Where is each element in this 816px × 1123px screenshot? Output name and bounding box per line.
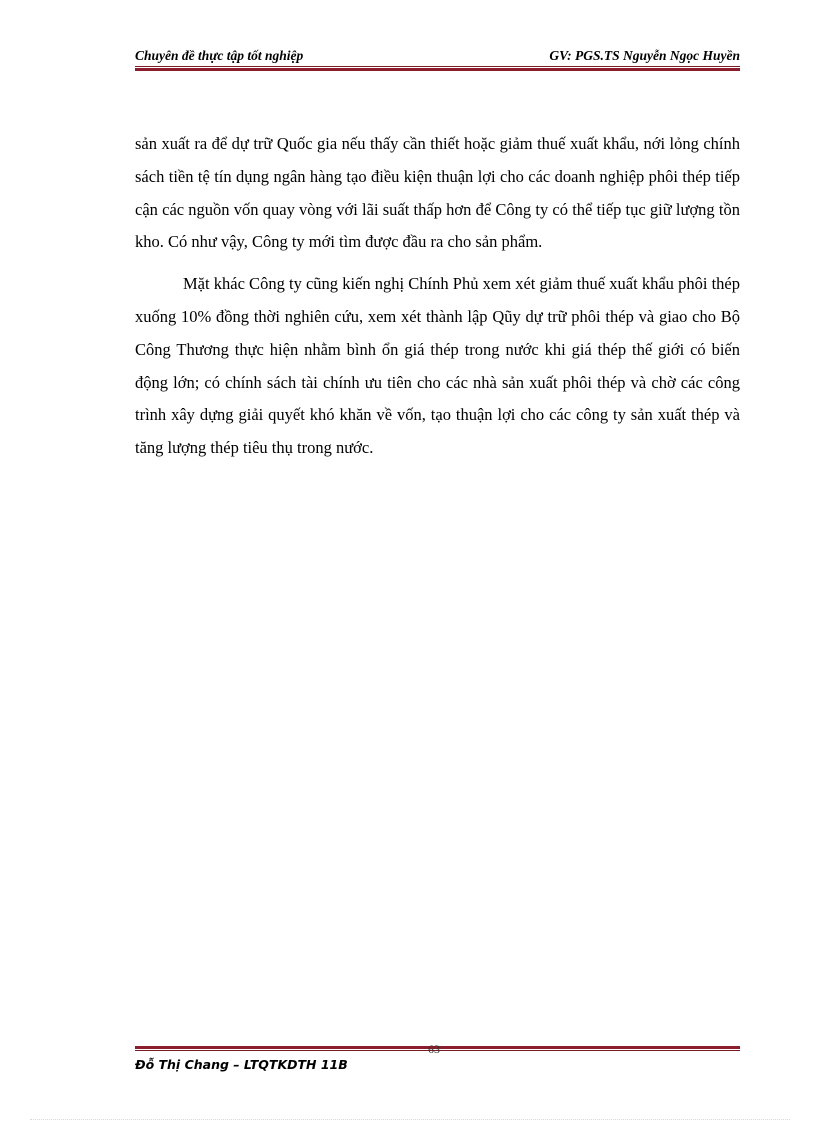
page-bottom-dotted-line xyxy=(30,1119,790,1120)
header-rule-thick xyxy=(135,68,740,71)
page-body xyxy=(135,128,740,465)
header-rule-thin xyxy=(135,66,740,67)
page-header xyxy=(135,44,740,72)
page-number: 63 xyxy=(428,1042,440,1056)
page-footer xyxy=(135,1042,740,1086)
footer-author: Đỗ Thị Chang – LTQTKDTH 11B xyxy=(135,1057,348,1072)
paragraph-1: sản xuất ra để dự trữ Quốc gia nếu thấy cần thiết hoặc giảm thuế xuất khẩu, nới lỏng chính sách tiền tệ tín dụng ngân hàng tạo điều kiện thuận lợi cho các doanh nghiệp phôi thép tiếp cận các nguồn vốn quay vòng với lãi suất thấp hơn để Công ty có thể tiếp tục giữ lượng tồn kho. Có như vậy, Công ty mới tìm được đầu ra cho sản phẩm. xyxy=(135,134,740,252)
header-supervisor: GV: PGS.TS Nguyễn Ngọc Huyền xyxy=(549,48,740,63)
paragraph-2: Mặt khác Công ty cũng kiến nghị Chính Phủ xem xét giảm thuế xuất khẩu phôi thép xuống 10% đồng thời nghiên cứu, xem xét thành lập Qũy dự trữ phôi thép và giao cho Bộ Công Thương thực hiện nhằm bình ổn giá thép trong nước khi giá thép thế giới có biến động lớn; có chính sách tài chính ưu tiên cho các nhà sản xuất phôi thép và chờ các công trình xây dựng giải quyết khó khăn về vốn, tạo thuận lợi cho các công ty sản xuất thép và tăng lượng thép tiêu thụ trong nước. xyxy=(135,274,740,458)
header-title: Chuyên đề thực tập tốt nghiệp xyxy=(135,48,304,63)
